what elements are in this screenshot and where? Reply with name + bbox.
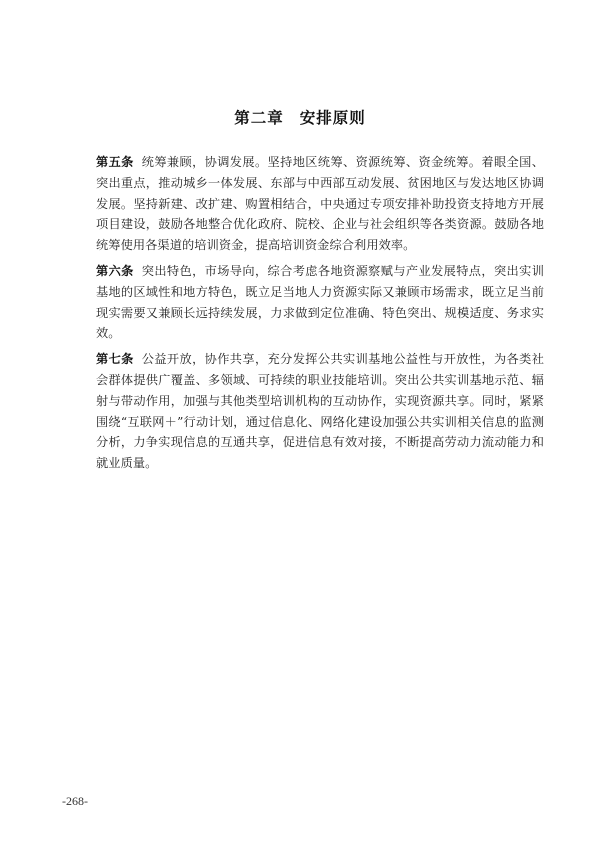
page-number: -268- xyxy=(62,794,88,808)
chapter-number: 第二章 xyxy=(234,109,284,127)
article-paragraph xyxy=(96,152,544,256)
article-number: 第六条 xyxy=(96,263,134,278)
article-text: 统筹兼顾，协调发展。坚持地区统筹、资源统筹、资金统筹。着眼全国、突出重点，推动城乡一体发展、东部与中西部互动发展、贫困地区与发达地区协调发展。坚持新建、改扩建、购置相结合，中央通过专项安排补助投资支持地方开展项目建设，鼓励各地整合优化政府、院校、企业与社会组织等各类资源。鼓励各地统筹使用各渠道的培训资金，提高培训资金综合利用效率。 xyxy=(96,155,544,253)
article-paragraph xyxy=(96,349,544,474)
article-number: 第七条 xyxy=(96,352,134,367)
article-paragraph xyxy=(96,261,544,344)
article-list xyxy=(96,152,544,479)
chapter-heading xyxy=(0,106,600,128)
article-text: 突出特色，市场导向，综合考虑各地资源察赋与产业发展特点，突出实训基地的区域性和地方特色，既立足当地人力资源实际又兼顾市场需求，既立足当前现实需要又兼顾长远持续发展，力求做到定位准确、特色突出、规模适度、务求实效。 xyxy=(96,263,544,341)
article-text: 公益开放，协作共享，充分发挥公共实训基地公益性与开放性，为各类社会群体提供广覆盖、多领域、可持续的职业技能培训。突出公共实训基地示范、辐射与带动作用，加强与其他类型培训机构的互动协作，实现资源共享。同时，紧紧围绕“互联网＋”行动计划，通过信息化、网络化建设加强公共实训相关信息的监测分析，力争实现信息的互通共享，促进信息有效对接，不断提高劳动力流动能力和就业质量。 xyxy=(96,352,544,471)
article-number: 第五条 xyxy=(96,155,134,169)
chapter-title-text: 安排原则 xyxy=(299,109,366,127)
